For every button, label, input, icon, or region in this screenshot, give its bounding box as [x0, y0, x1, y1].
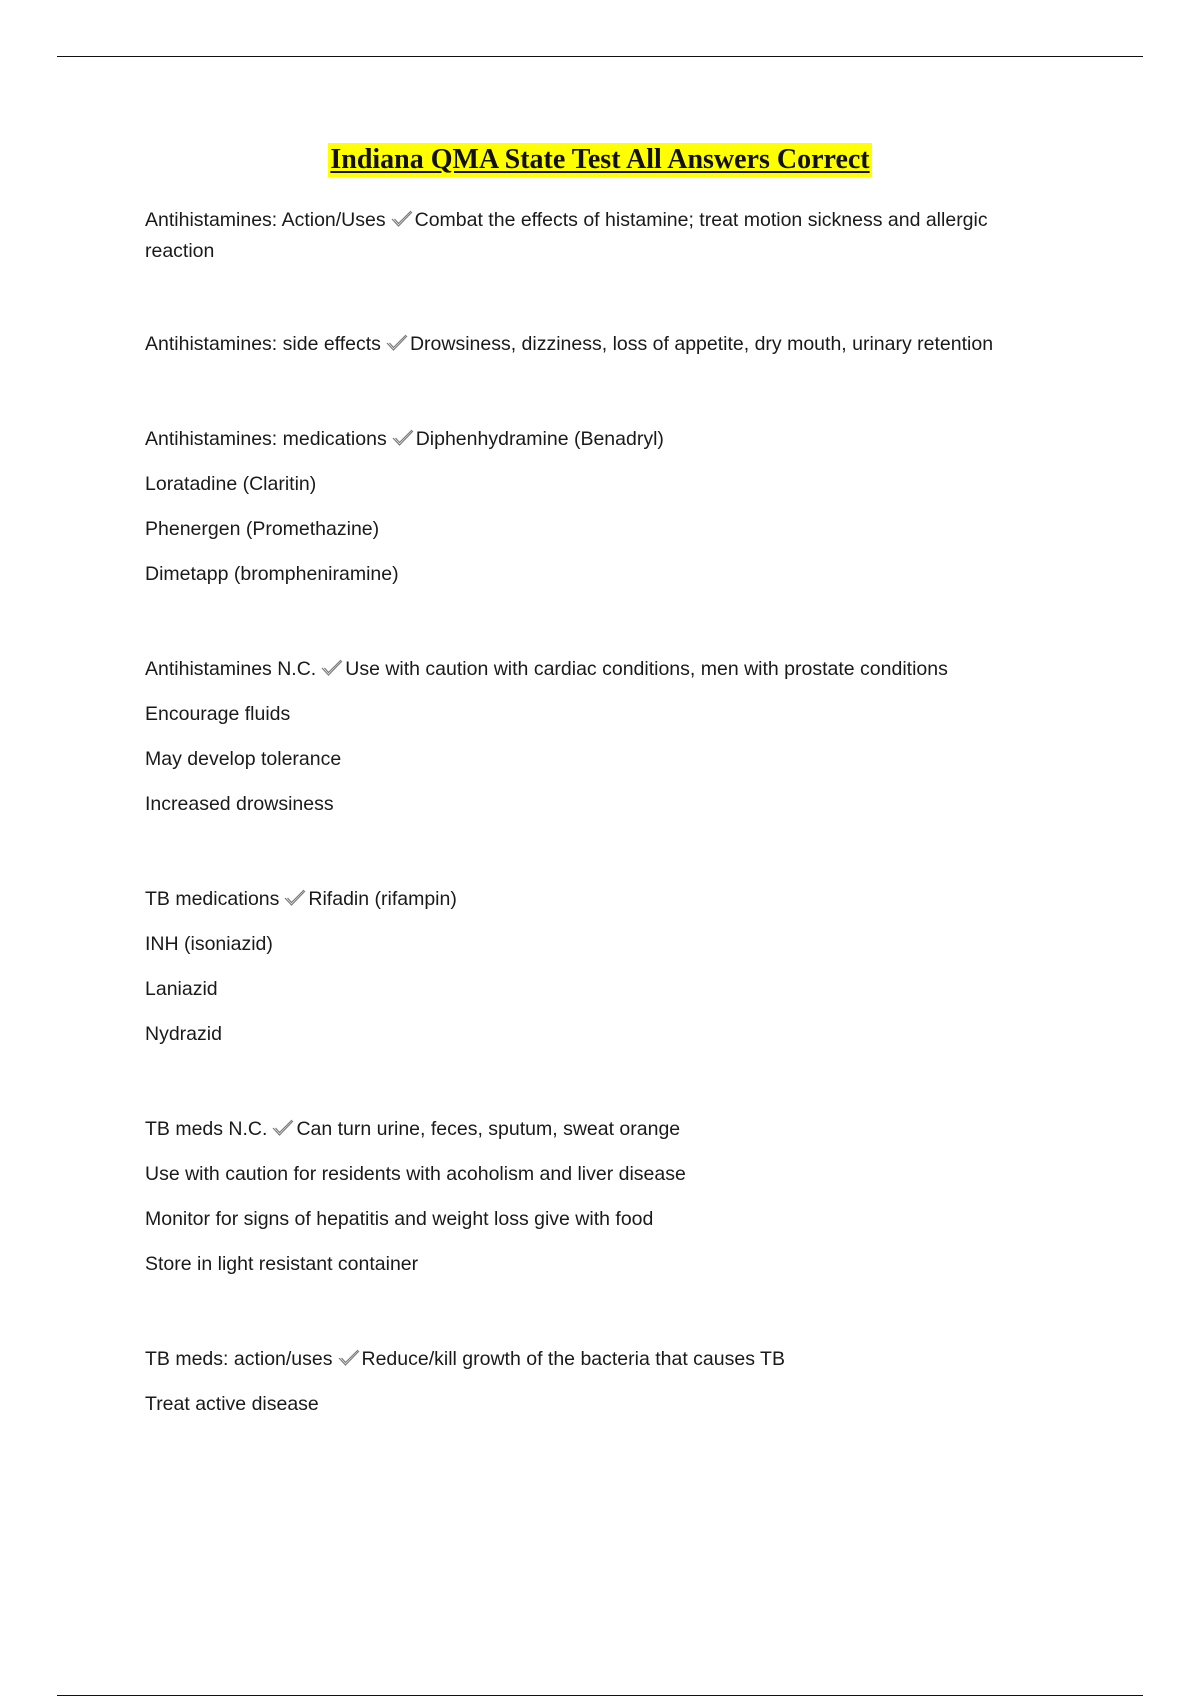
qa-entry [145, 424, 1045, 604]
answer-line: Loratadine (Claritin) [145, 473, 317, 495]
qa-line [145, 329, 1045, 374]
term-text: Antihistamines: Action/Uses [145, 209, 386, 231]
check-icon [385, 334, 409, 352]
check-icon [271, 1119, 295, 1137]
answer-line: Phenergen (Promethazine) [145, 518, 380, 540]
title-container [0, 143, 1200, 177]
qa-line [145, 884, 1045, 929]
qa-entry [145, 1344, 1045, 1434]
document-title: Indiana QMA State Test All Answers Correct [330, 144, 870, 175]
answer-line: Use with caution for residents with acoholism and liver disease [145, 1163, 686, 1185]
answer-line: Nydrazid [145, 1023, 222, 1045]
check-icon [337, 1349, 361, 1367]
term-text: Antihistamines: medications [145, 428, 387, 450]
qa-line [145, 654, 1045, 699]
qa-line [145, 205, 1045, 267]
term-text: TB meds: action/uses [145, 1348, 333, 1370]
check-icon [391, 429, 415, 447]
qa-line [145, 424, 1045, 469]
answer-text: Use with caution with cardiac conditions, men with prostate conditions [345, 658, 948, 680]
qa-line [145, 1114, 1045, 1159]
answer-line: Laniazid [145, 978, 218, 1000]
check-icon [320, 659, 344, 677]
qa-entry [145, 654, 1045, 834]
answer-line: Treat active disease [145, 1393, 319, 1415]
answer-text: Combat the effects of histamine; treat motion sickness and allergic reaction [145, 209, 988, 262]
qa-entry [145, 884, 1045, 1064]
answer-text: Reduce/kill growth of the bacteria that causes TB [361, 1348, 785, 1370]
header-rule [57, 56, 1143, 57]
answer-line: Encourage fluids [145, 703, 291, 725]
answer-text: Rifadin (rifampin) [308, 888, 457, 910]
answer-line: Increased drowsiness [145, 793, 334, 815]
answer-line: Monitor for signs of hepatitis and weight loss give with food [145, 1208, 654, 1230]
check-icon [283, 889, 307, 907]
check-icon [390, 210, 414, 228]
term-text: TB meds N.C. [145, 1118, 268, 1140]
answer-line: INH (isoniazid) [145, 933, 273, 955]
term-text: Antihistamines: side effects [145, 333, 381, 355]
qa-entry [145, 1114, 1045, 1294]
term-text: TB medications [145, 888, 280, 910]
footer-rule [57, 1695, 1143, 1696]
answer-text: Drowsiness, dizziness, loss of appetite, dry mouth, urinary retention [409, 333, 994, 355]
qa-entry [145, 329, 1045, 374]
answer-text: Diphenhydramine (Benadryl) [415, 428, 664, 450]
term-text: Antihistamines N.C. [145, 658, 317, 680]
answer-line: Store in light resistant container [145, 1253, 419, 1275]
qa-line [145, 1344, 1045, 1389]
qa-entry [145, 205, 1045, 267]
answer-line: Dimetapp (brompheniramine) [145, 563, 399, 585]
answer-text: Can turn urine, feces, sputum, sweat orange [296, 1118, 681, 1140]
answer-line: May develop tolerance [145, 748, 342, 770]
